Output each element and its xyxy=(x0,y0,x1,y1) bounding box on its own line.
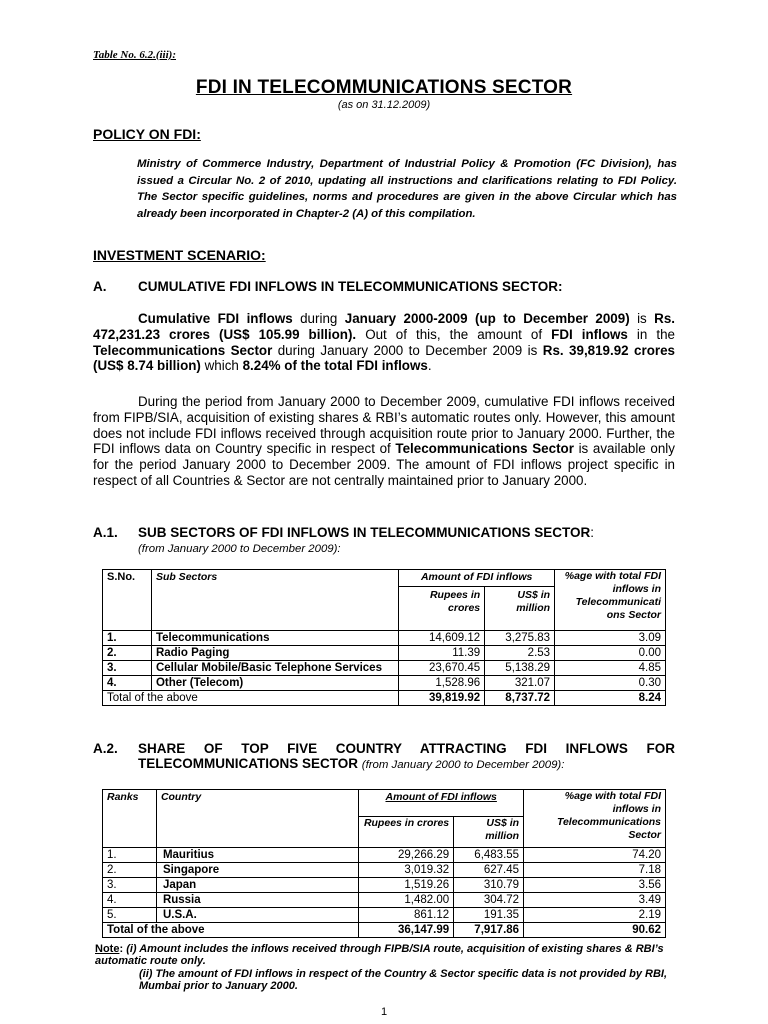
header-rupees: Rupees in crores xyxy=(359,817,454,848)
p1-s14: . xyxy=(427,358,432,374)
note-ii: (ii) The amount of FDI inflows in respect of the Country & Sector specific data is not provided by RBI, Mumbai prior to January 2000. xyxy=(139,967,668,992)
p1-s10: during January 2000 to December 2009 is xyxy=(272,342,543,358)
p1-s11: Rs. 39,819.92 crores (US$ 8.74 billion) xyxy=(93,342,675,374)
table-row: 3. Japan 1,519.26 310.79 3.56 xyxy=(103,878,666,893)
section-a-heading xyxy=(93,279,562,294)
p1-s2: during xyxy=(292,311,345,326)
footnote xyxy=(95,943,680,992)
table-row: 2. Singapore 3,019.32 627.45 7.18 xyxy=(103,863,666,878)
p2-s1: During the period from January 2000 to December 2009, cumulative FDI inflows received from FIPB/SIA, acquisition of existing shares & RBI’s automatic routes only. However, this amount does not include FDI inflows received through acquisition route prior to January 2000. Further, the FDI inflows data on Country specific in respect of xyxy=(93,394,675,457)
p1-s1: Cumulative FDI inflows xyxy=(138,311,293,326)
table-row: 1. Telecommunications 14,609.12 3,275.83 3.09 xyxy=(103,631,666,646)
table-total-row: Total of the above 39,819.92 8,737.72 8.24 xyxy=(103,691,666,706)
table-header-row xyxy=(103,570,666,587)
header-country: Country xyxy=(156,790,358,848)
header-sno: S.No. xyxy=(103,570,152,631)
table-total-row: Total of the above 36,147.99 7,917.86 90.62 xyxy=(103,923,666,938)
section-a-title: CUMULATIVE FDI INFLOWS IN TELECOMMUNICATIONS SECTOR: xyxy=(138,279,563,294)
header-usd: US$ in million xyxy=(485,587,555,631)
investment-heading: INVESTMENT SCENARIO: xyxy=(93,247,266,263)
section-a2-label: A.2. xyxy=(93,741,118,756)
table-row: 3. Cellular Mobile/Basic Telephone Services 23,670.45 5,138.29 4.85 xyxy=(103,661,666,676)
note-i: (i) Amount includes the inflows received through FIPB/SIA route, acquisition of existing shares & RBI’s automatic route only. xyxy=(95,943,664,968)
section-a1-subtitle: (from January 2000 to December 2009): xyxy=(138,543,341,555)
header-percentage: %age with total FDI inflows in Telecommunications Sector xyxy=(524,790,666,848)
p1-s6: Out of this, the amount of xyxy=(356,326,552,342)
table-row: 1. Mauritius 29,266.29 6,483.55 74.20 xyxy=(103,848,666,863)
table-header-row xyxy=(103,790,666,817)
section-a-label: A. xyxy=(93,279,107,294)
section-a1-title: SUB SECTORS OF FDI INFLOWS IN TELECOMMUNICATIONS SECTOR xyxy=(138,525,591,540)
page-number: 1 xyxy=(380,1006,388,1018)
header-amount: Amount of FDI inflows xyxy=(399,570,555,587)
table-row: 5. U.S.A. 861.12 191.35 2.19 xyxy=(103,908,666,923)
note-colon: : xyxy=(119,943,124,955)
header-rupees: Rupees in crores xyxy=(399,587,485,631)
p1-s3: January 2000-2009 (up to December 2009) xyxy=(344,311,630,326)
p1-s5: Rs. 472,231.23 crores (US$ 105.99 billion). xyxy=(93,311,675,342)
table-row: 4. Russia 1,482.00 304.72 3.49 xyxy=(103,893,666,908)
table-row: 4. Other (Telecom) 1,528.96 321.07 0.30 xyxy=(103,676,666,691)
page-title: FDI IN TELECOMMUNICATIONS SECTOR xyxy=(195,77,573,98)
policy-text: Ministry of Commerce Industry, Department of Industrial Policy & Promotion (FC Division), has issued a Circular No. 2 of 2010, updating all instructions and clarifications relating to FDI Policy. The Sector specific guidelines, norms and procedures are given in the above Circular which has already been incorporated in Chapter-2 (A) of this compilation. xyxy=(137,158,677,220)
section-a2-line2: TELECOMMUNICATIONS SECTOR xyxy=(138,756,359,771)
section-a2-subtitle: (from January 2000 to December 2009): xyxy=(361,759,565,771)
p2-s2: Telecommunications Sector xyxy=(395,441,574,457)
section-a2-heading xyxy=(93,741,675,771)
p1-s12: which xyxy=(200,358,243,374)
p1-s4: is xyxy=(629,311,655,326)
note-label: Note xyxy=(95,943,120,955)
paragraph-cumulative xyxy=(93,311,675,374)
p1-s9: Telecommunications Sector xyxy=(93,342,273,358)
header-ranks: Ranks xyxy=(103,790,157,848)
paragraph-period xyxy=(93,394,675,489)
header-sub-sectors: Sub Sectors xyxy=(151,570,398,631)
header-amount: Amount of FDI inflows xyxy=(359,790,524,817)
country-table xyxy=(102,789,666,938)
section-a1-label: A.1. xyxy=(93,525,118,540)
table-row: 2. Radio Paging 11.39 2.53 0.00 xyxy=(103,646,666,661)
p2-s3: is available only for the period January 2000 to December 2009. The amount of FDI inflows project specific in respect of all Countries & Sector are not centrally maintained prior to January 2000. xyxy=(93,441,675,488)
p1-s13: 8.24% of the total FDI inflows xyxy=(242,358,428,374)
section-a1-colon: : xyxy=(590,525,595,540)
table-number: Table No. 6.2.(iii): xyxy=(93,49,176,61)
policy-heading: POLICY ON FDI: xyxy=(93,126,201,142)
section-a2-line1: SHARE OF TOP FIVE COUNTRY ATTRACTING FDI INFLOWS FOR xyxy=(138,741,675,756)
header-usd: US$ in million xyxy=(454,817,524,848)
p1-s8: in the xyxy=(627,326,675,342)
section-a1-heading xyxy=(93,525,594,540)
header-percentage: %age with total FDI inflows in Telecommunicati ons Sector xyxy=(555,570,666,631)
subsector-table xyxy=(102,569,666,706)
p1-s7: FDI inflows xyxy=(551,326,628,342)
as-on-date: (as on 31.12.2009) xyxy=(337,99,431,111)
